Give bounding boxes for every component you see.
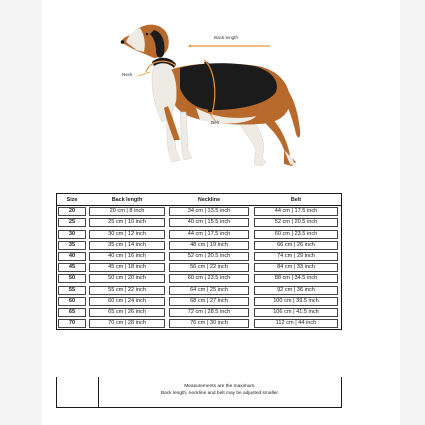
neckline-cell — [167, 318, 251, 329]
back-length-cell-text: 70 cm | 28 inch — [89, 319, 165, 328]
neckline-cell — [167, 240, 251, 251]
size-cell-text: 65 — [58, 308, 86, 317]
back-length-cell-text: 20 cm | 8 inch — [89, 207, 165, 216]
table-row — [57, 251, 341, 262]
back-length-cell-text: 65 cm | 26 inch — [89, 308, 165, 317]
back-length-label: Back length — [214, 35, 239, 40]
belt-cell — [251, 229, 341, 240]
measurement-note — [98, 377, 342, 408]
belt-cell-text: 112 cm | 44 inch — [254, 319, 339, 328]
dog-nose — [121, 40, 125, 44]
table-row — [57, 262, 341, 273]
size-cell — [57, 273, 87, 284]
neckline-cell — [167, 206, 251, 217]
size-cell — [57, 206, 87, 217]
size-cell — [57, 229, 87, 240]
size-cell-text: 35 — [58, 241, 86, 250]
size-cell-text: 70 — [58, 319, 86, 328]
dog-front-leg-far — [180, 112, 192, 160]
neckline-cell — [167, 273, 251, 284]
back-length-cell-text: 40 cm | 16 inch — [89, 252, 165, 261]
size-cell-text: 25 — [58, 218, 86, 227]
back-length-cell-text: 50 cm | 20 inch — [89, 274, 165, 283]
belt-header: Belt — [251, 194, 341, 206]
neckline-cell-text: 40 cm | 15.5 inch — [169, 218, 248, 227]
neckline-cell — [167, 307, 251, 318]
table-row — [57, 285, 341, 296]
neckline-cell-text: 64 cm | 25 inch — [169, 286, 248, 295]
back-length-cell — [87, 262, 167, 273]
neckline-cell-text: 34 cm | 13.5 inch — [169, 207, 248, 216]
back-length-cell — [87, 296, 167, 307]
neckline-cell-text: 56 cm | 22 inch — [169, 263, 248, 272]
belt-cell-text: 84 cm | 33 inch — [254, 263, 339, 272]
belt-cell-text: 100 cm | 39.5 inch — [254, 297, 339, 306]
table-row — [57, 240, 341, 251]
neckline-cell-text: 48 cm | 19 inch — [169, 241, 248, 250]
size-cell — [57, 240, 87, 251]
neck-label: Neck — [122, 72, 133, 77]
belt-cell-text: 44 cm | 17.5 inch — [254, 207, 339, 216]
belt-cell — [251, 251, 341, 262]
size-table — [56, 193, 342, 330]
size-cell — [57, 262, 87, 273]
note-line-2: Back length, neckline and belt may be adjusted smaller. — [160, 391, 280, 396]
back-length-cell-text: 35 cm | 14 inch — [89, 241, 165, 250]
size-cell — [57, 217, 87, 228]
back-length-cell — [87, 273, 167, 284]
back-length-cell-text: 60 cm | 24 inch — [89, 297, 165, 306]
back-length-header: Back length — [87, 194, 167, 206]
belt-cell-text: 92 cm | 36 inch — [254, 286, 339, 295]
table-row — [57, 307, 341, 318]
dog-hind-leg — [240, 118, 266, 166]
back-length-cell-text: 25 cm | 10 inch — [89, 218, 165, 227]
belt-cell — [251, 273, 341, 284]
size-cell-text: 30 — [58, 230, 86, 239]
note-box-spacer — [56, 377, 99, 408]
belt-cell-text: 66 cm | 26 inch — [254, 241, 339, 250]
belt-cell — [251, 206, 341, 217]
belt-cell — [251, 240, 341, 251]
size-cell-text: 40 — [58, 252, 86, 261]
table-row — [57, 273, 341, 284]
belt-label: Belt — [211, 120, 219, 125]
size-cell-text: 60 — [58, 297, 86, 306]
neckline-cell — [167, 296, 251, 307]
back-length-cell — [87, 206, 167, 217]
dog-eye — [146, 33, 149, 36]
size-cell-text: 50 — [58, 274, 86, 283]
back-length-cell — [87, 229, 167, 240]
neckline-cell-text: 52 cm | 20.5 inch — [169, 252, 248, 261]
dog-illustration — [0, 0, 425, 190]
belt-cell — [251, 217, 341, 228]
size-header: Size — [57, 194, 87, 206]
table-row — [57, 217, 341, 228]
neckline-cell — [167, 229, 251, 240]
back-length-cell — [87, 251, 167, 262]
size-cell-text: 20 — [58, 207, 86, 216]
neckline-cell — [167, 285, 251, 296]
belt-cell-text: 74 cm | 29 inch — [254, 252, 339, 261]
neckline-cell-text: 44 cm | 17.5 inch — [169, 230, 248, 239]
size-cell-text: 55 — [58, 286, 86, 295]
size-cell-text: 45 — [58, 263, 86, 272]
neckline-cell — [167, 262, 251, 273]
size-cell — [57, 296, 87, 307]
size-cell — [57, 318, 87, 329]
back-length-cell — [87, 240, 167, 251]
belt-cell — [251, 318, 341, 329]
size-cell — [57, 285, 87, 296]
belt-cell — [251, 296, 341, 307]
back-length-cell-text: 30 cm | 12 inch — [89, 230, 165, 239]
back-length-cell-text: 55 cm | 22 inch — [89, 286, 165, 295]
neckline-cell-text: 72 cm | 28.5 inch — [169, 308, 248, 317]
neckline-cell-text: 76 cm | 30 inch — [169, 319, 248, 328]
back-length-cell — [87, 285, 167, 296]
belt-cell — [251, 285, 341, 296]
neckline-cell-text: 60 cm | 23.5 inch — [169, 274, 248, 283]
table-row — [57, 318, 341, 329]
table-row — [57, 206, 341, 217]
note-line-1: Measurements are the maximum. — [184, 384, 256, 389]
back-length-cell — [87, 307, 167, 318]
table-row — [57, 229, 341, 240]
table-row — [57, 296, 341, 307]
neckline-header: Neckline — [167, 194, 251, 206]
belt-cell-text: 60 cm | 23.5 inch — [254, 230, 339, 239]
belt-cell — [251, 307, 341, 318]
belt-cell-text: 52 cm | 20.5 inch — [254, 218, 339, 227]
size-cell — [57, 251, 87, 262]
size-cell — [57, 307, 87, 318]
table-header-row — [57, 194, 341, 206]
neckline-cell-text: 68 cm | 27 inch — [169, 297, 248, 306]
belt-cell-text: 106 cm | 41.5 inch — [254, 308, 339, 317]
belt-cell-text: 88 cm | 34.5 inch — [254, 274, 339, 283]
back-length-cell-text: 45 cm | 18 inch — [89, 263, 165, 272]
back-length-cell — [87, 318, 167, 329]
dog-chest — [152, 58, 176, 122]
back-length-cell — [87, 217, 167, 228]
neckline-cell — [167, 217, 251, 228]
belt-cell — [251, 262, 341, 273]
neckline-cell — [167, 251, 251, 262]
